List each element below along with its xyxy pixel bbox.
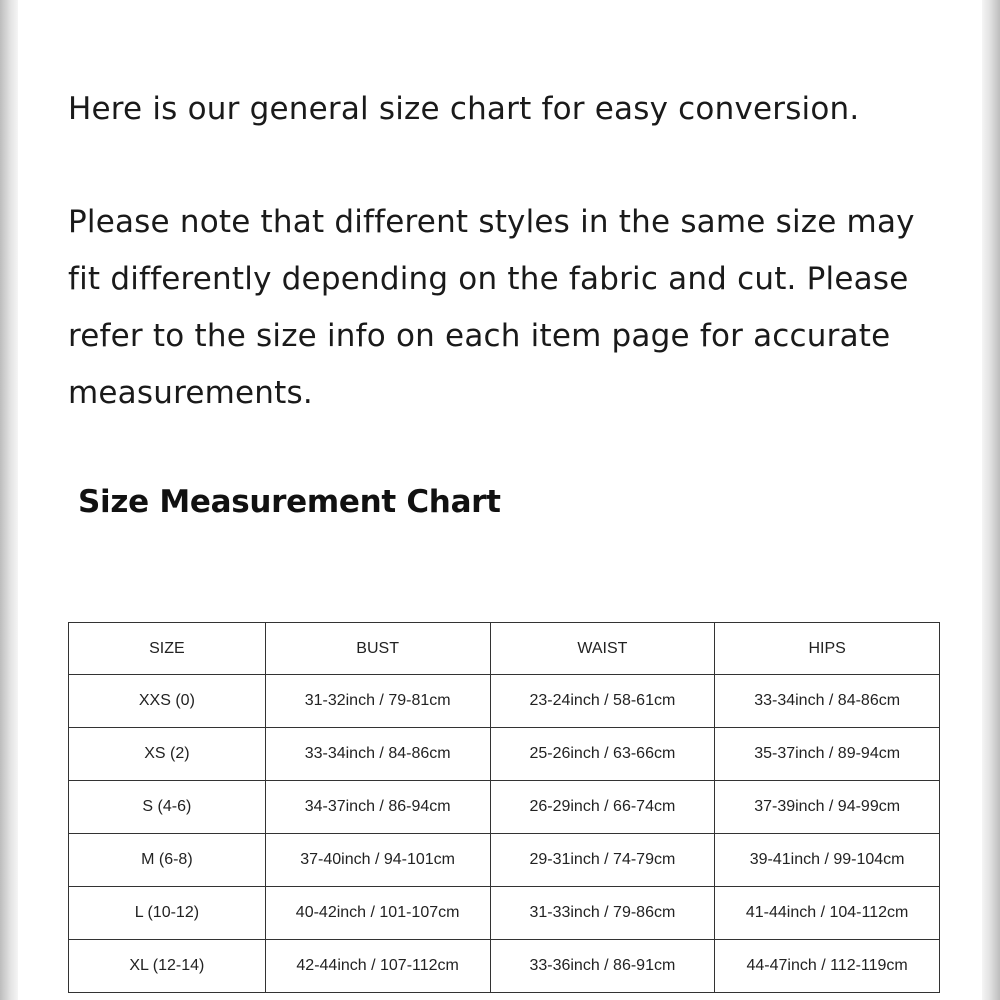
table-row	[69, 781, 940, 834]
cell-hips: 44-47inch / 112-119cm	[715, 940, 940, 993]
cell-waist: 25-26inch / 63-66cm	[490, 728, 715, 781]
table-header-row	[69, 623, 940, 675]
cell-size: L (10-12)	[69, 887, 266, 940]
cell-bust: 33-34inch / 84-86cm	[265, 728, 490, 781]
intro-text: Here is our general size chart for easy conversion.	[68, 91, 860, 127]
right-edge-shadow	[982, 0, 1000, 1000]
cell-hips: 39-41inch / 99-104cm	[715, 834, 940, 887]
size-chart-table	[68, 622, 940, 993]
table-row	[69, 675, 940, 728]
cell-bust: 37-40inch / 94-101cm	[265, 834, 490, 887]
cell-waist: 29-31inch / 74-79cm	[490, 834, 715, 887]
cell-hips: 37-39inch / 94-99cm	[715, 781, 940, 834]
chart-title: Size Measurement Chart	[78, 484, 501, 520]
cell-hips: 41-44inch / 104-112cm	[715, 887, 940, 940]
header-waist: WAIST	[490, 623, 715, 675]
table-row	[69, 887, 940, 940]
cell-size: XXS (0)	[69, 675, 266, 728]
cell-size: XS (2)	[69, 728, 266, 781]
table-row	[69, 834, 940, 887]
cell-waist: 23-24inch / 58-61cm	[490, 675, 715, 728]
cell-waist: 26-29inch / 66-74cm	[490, 781, 715, 834]
text-content	[68, 82, 948, 422]
note-text: Please note that different styles in the same size may fit differently depending on the fabric and cut. Please refer to the size info on each item page for accurate measurements.	[68, 204, 915, 411]
cell-size: S (4-6)	[69, 781, 266, 834]
header-hips: HIPS	[715, 623, 940, 675]
cell-bust: 40-42inch / 101-107cm	[265, 887, 490, 940]
table-row	[69, 940, 940, 993]
cell-size: XL (12-14)	[69, 940, 266, 993]
cell-bust: 31-32inch / 79-81cm	[265, 675, 490, 728]
cell-waist: 31-33inch / 79-86cm	[490, 887, 715, 940]
cell-hips: 33-34inch / 84-86cm	[715, 675, 940, 728]
header-size: SIZE	[69, 623, 266, 675]
cell-waist: 33-36inch / 86-91cm	[490, 940, 715, 993]
left-edge-shadow	[0, 0, 18, 1000]
table-row	[69, 728, 940, 781]
cell-bust: 34-37inch / 86-94cm	[265, 781, 490, 834]
header-bust: BUST	[265, 623, 490, 675]
cell-size: M (6-8)	[69, 834, 266, 887]
cell-bust: 42-44inch / 107-112cm	[265, 940, 490, 993]
cell-hips: 35-37inch / 89-94cm	[715, 728, 940, 781]
